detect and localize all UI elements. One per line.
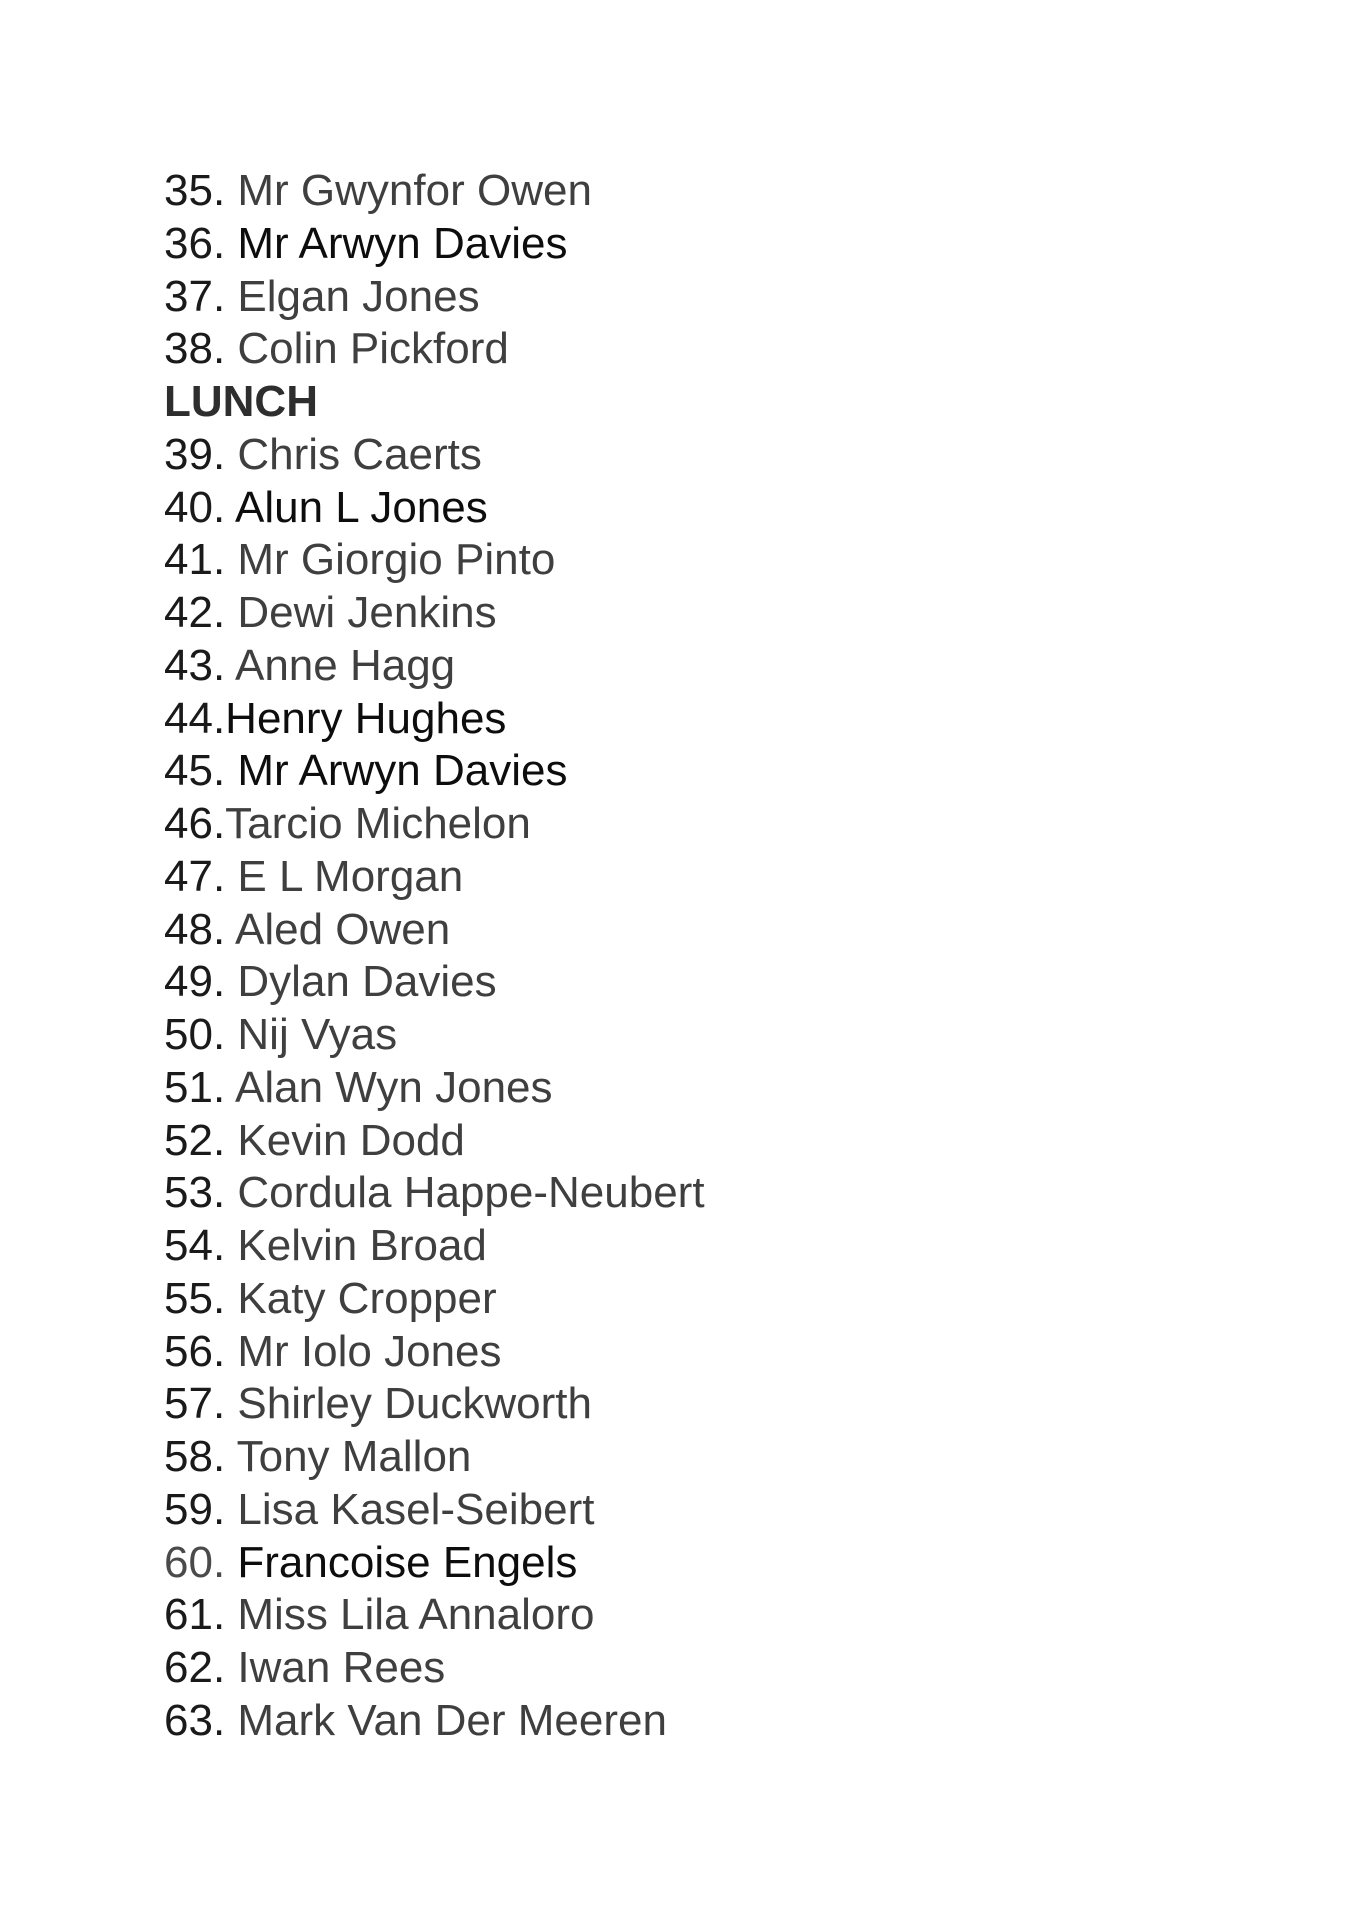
entry-number: 44. [164,693,226,743]
entry-separator [225,219,237,268]
entry-separator [225,852,237,901]
list-item [164,1695,705,1748]
entry-separator [225,746,237,795]
entry-separator [225,905,235,954]
entry-number: 59. [164,1484,226,1534]
list-item [164,851,705,904]
entry-name: Anne Hagg [234,640,456,690]
entry-name: Chris Caerts [237,429,482,479]
entry-separator [225,1168,237,1217]
list-item [164,1115,705,1168]
list-item [164,1273,705,1326]
list-item [164,1484,705,1537]
entry-separator [225,1063,235,1112]
list-item [164,956,705,1009]
entry-name: Tony Mallon [236,1432,472,1481]
entry-number: 39. [164,429,226,479]
entry-separator [225,588,237,637]
entry-separator [225,324,237,373]
entry-number: 40. [164,482,226,532]
entry-separator [225,1590,237,1639]
list-item [164,640,705,693]
list-item [164,165,705,218]
entry-name: Katy Cropper [237,1273,497,1323]
list-item [164,1326,705,1379]
entry-separator [225,1221,237,1270]
entry-number: 42. [164,588,226,637]
entry-name: Shirley Duckworth [237,1379,592,1429]
entry-number: 51. [164,1062,226,1112]
entry-separator [225,430,237,479]
entry-number: 46. [164,799,226,848]
entry-separator [225,641,235,690]
entry-name: Francoise Engels [237,1537,578,1587]
entry-number: 56. [164,1326,226,1376]
section-heading-lunch: LUNCH [164,377,318,426]
entry-number: 53. [164,1168,226,1218]
entry-name: Nij Vyas [237,1010,398,1059]
entry-name: Iwan Rees [237,1643,446,1692]
entry-name: Kevin Dodd [237,1115,465,1165]
entry-separator [225,1379,237,1428]
list-item [164,323,705,376]
list-item [164,1009,705,1062]
entry-separator [225,957,237,1006]
entry-separator [225,1696,237,1745]
entry-number: 35. [164,166,226,215]
list-item [164,218,705,271]
entry-number: 62. [164,1643,226,1692]
entry-number: 52. [164,1115,226,1165]
list-item [164,429,705,482]
entry-separator [225,1432,236,1481]
list-item [164,1167,705,1220]
entry-name: Cordula Happe-Neubert [237,1168,705,1218]
entry-name: Miss Lila Annaloro [237,1590,595,1640]
entry-name: E L Morgan [237,851,464,901]
entry-separator [225,1538,237,1587]
entry-separator [225,1116,237,1165]
entry-number: 47. [164,851,226,901]
entry-name: Kelvin Broad [237,1221,487,1270]
entry-separator [225,1010,237,1059]
entry-name: Mr Gwynfor Owen [237,166,592,215]
entry-number: 45. [164,746,226,796]
list-item [164,1378,705,1431]
list-item [164,1537,705,1590]
entry-name: Colin Pickford [237,324,509,374]
entry-number: 60. [164,1537,226,1587]
list-item [164,271,705,324]
list-item [164,1062,705,1115]
entry-separator [225,1485,237,1534]
entry-number: 36. [164,218,226,268]
list-item [164,587,705,640]
entry-separator [225,272,237,321]
entry-number: 50. [164,1010,226,1059]
entry-name: Mr Giorgio Pinto [237,535,556,585]
entry-number: 63. [164,1695,226,1745]
entry-name: Mr Arwyn Davies [237,218,568,268]
entry-separator [225,1327,237,1376]
entry-separator [225,1643,237,1692]
entry-separator [225,483,235,532]
entry-number: 48. [164,904,226,954]
list-item [164,534,705,587]
running-order-list [164,165,705,1748]
entry-separator [225,1274,237,1323]
entry-number: 41. [164,535,226,585]
entry-separator [225,166,237,215]
list-item [164,904,705,957]
entry-number: 38. [164,324,226,374]
entry-number: 58. [164,1432,226,1481]
entry-name: Alan Wyn Jones [234,1062,553,1112]
entry-name: Lisa Kasel-Seibert [237,1484,595,1534]
list-item [164,798,705,851]
entry-separator [225,535,237,584]
entry-number: 54. [164,1221,226,1270]
entry-name: Elgan Jones [237,271,480,321]
entry-name: Alun L Jones [234,482,488,532]
entry-name: Tarcio Michelon [225,799,531,848]
entry-name: Mr Iolo Jones [237,1326,502,1376]
list-item [164,1431,705,1484]
list-item [164,1589,705,1642]
list-item [164,1220,705,1273]
entry-name: Mark Van Der Meeren [237,1695,667,1745]
list-item [164,693,705,746]
entry-number: 61. [164,1590,226,1640]
entry-name: Aled Owen [234,904,451,954]
entry-number: 49. [164,957,226,1007]
entry-number: 37. [164,271,226,321]
entry-name: Dylan Davies [237,957,497,1007]
entry-number: 55. [164,1273,226,1323]
list-item [164,1642,705,1695]
list-item [164,745,705,798]
entry-number: 57. [164,1379,226,1429]
entry-name: Dewi Jenkins [237,588,497,637]
entry-name: Mr Arwyn Davies [237,746,568,796]
entry-name: Henry Hughes [225,693,507,743]
list-item [164,482,705,535]
entry-number: 43. [164,640,226,690]
